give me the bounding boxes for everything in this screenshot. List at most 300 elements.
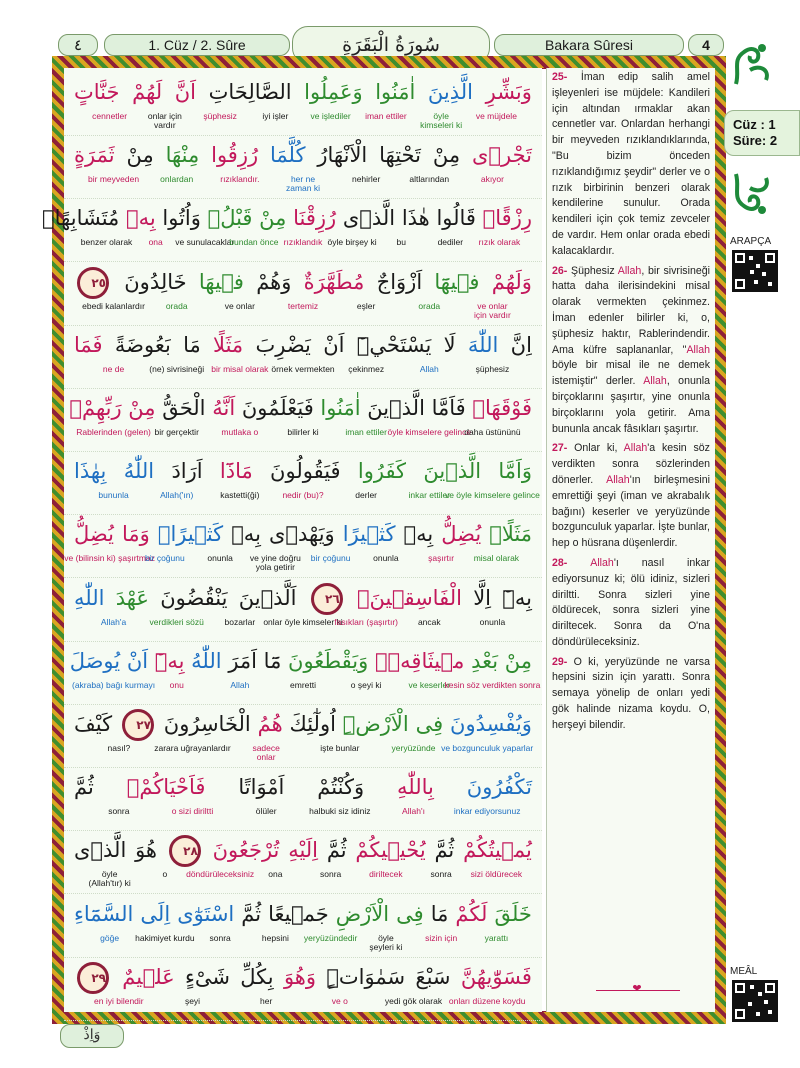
translation-verse-number: 26-: [552, 264, 572, 277]
arabic-word: اللّٰهُ: [123, 459, 155, 484]
word-gloss: (ne) sivrisineği: [149, 363, 205, 374]
word-gloss: öyle birşey ki: [327, 237, 377, 248]
cuz-sure-box: [104, 34, 290, 56]
translation-verse-number: 27-: [552, 442, 575, 455]
word-gloss: ve (bilinsin ki) şaşırtmaz: [64, 553, 155, 564]
word-gloss: bilirler ki: [287, 427, 319, 437]
word-gloss: öyle kimseleri ki: [420, 111, 463, 130]
translation-verse-number: 29-: [552, 655, 574, 668]
word-gloss: ve işlediler: [310, 111, 351, 121]
verse-number-medallion: ٢٦: [311, 583, 343, 615]
word-gloss: sonra: [430, 869, 452, 880]
arabic-word: شَیْءٍ: [185, 964, 230, 989]
arabic-word: مَثَلًاۢ: [489, 522, 532, 547]
word-gloss: her: [260, 995, 273, 1006]
verse-line: [64, 135, 542, 199]
word-gloss: halbuki siz idiniz: [309, 806, 371, 817]
word-gloss: altlarından: [409, 174, 450, 185]
arabic-word: فَيَقُولُونَ: [270, 459, 341, 484]
arabic-word: وَيَقْطَعُونَ: [288, 648, 369, 673]
meal-label: MEÂL: [730, 966, 758, 977]
word-gloss: ve müjdele: [475, 111, 517, 121]
page-number: 4: [702, 37, 710, 53]
word-gloss: orada: [418, 300, 441, 311]
arabic-word: جَمٖيعًا: [268, 901, 329, 926]
word-gloss: en iyi bilendir: [94, 995, 144, 1006]
word-gloss: derler: [355, 490, 378, 501]
arabic-text-line: [74, 771, 532, 803]
qr-code-meal-icon[interactable]: [732, 980, 778, 1022]
verse-line: [64, 578, 542, 642]
word-gloss: bununla: [98, 490, 129, 501]
arabic-word: تَجْرٖى: [471, 143, 532, 168]
word-gloss: Allah: [419, 363, 439, 374]
word-gloss: şüphesiz: [203, 111, 237, 121]
word-gloss: onu: [169, 679, 184, 690]
word-gloss: zarara uğrayanlardır: [154, 743, 231, 753]
arabic-text-line: [74, 139, 532, 171]
arabic-word: اُولٰٓئِكَ: [289, 712, 336, 736]
word-gloss: öyle şeyleri ki: [369, 932, 403, 952]
arabic-word: فِى: [396, 901, 424, 926]
arabic-word: يَضْرِبَ: [255, 332, 311, 357]
arabic-text-line: [69, 392, 532, 424]
arabic-text-line: [74, 329, 532, 361]
word-gloss: akıyor: [480, 174, 504, 185]
arabic-word: اَرَادَ: [171, 459, 203, 484]
arabic-word: كَثٖيرًا: [342, 522, 396, 547]
word-gloss: eşler: [356, 300, 376, 311]
arabic-text-line: [42, 202, 532, 234]
arabic-word: مُطَهَّرَةٌ: [303, 269, 365, 294]
word-gloss: cennetler: [92, 111, 128, 121]
arabic-word: اَنَّ: [174, 80, 197, 104]
arabic-word: بِهٖ: [125, 206, 156, 231]
arabic-word: مَٓا: [263, 648, 282, 673]
arabic-word: رُزِقْنَا: [293, 206, 337, 231]
arabic-word: اَلَّذٖينَ: [238, 585, 297, 610]
word-gloss: onlar için vardır: [147, 111, 182, 130]
arabic-word: اَمْوَاتًا: [238, 775, 285, 800]
verse-line: [64, 957, 542, 1021]
arabic-word: الْفَاسِقٖينَۙ: [356, 585, 462, 610]
arabic-word: كَيْفَ: [74, 712, 113, 736]
arabic-word: اللّٰهُ: [191, 648, 222, 673]
green-floral-ornament-icon: [730, 170, 774, 218]
word-gloss: ölüler: [255, 806, 277, 817]
arabic-word: ثُمَّ: [241, 901, 262, 926]
arabic-word: قَالُوا: [436, 206, 476, 231]
arabic-text-line: [74, 455, 532, 487]
sure-label: Süre: 2: [733, 133, 778, 148]
arabic-word: هُمُ: [257, 712, 283, 736]
word-gloss: kastetti(ği): [220, 490, 260, 501]
arabic-word: الَّذِينَ: [427, 80, 474, 104]
arabic-word: مُتَشَابِهًاۜ: [42, 206, 120, 231]
green-floral-ornament-icon: [730, 40, 774, 88]
verse-number-medallion: ٢٧: [122, 709, 154, 741]
translation-text: [552, 70, 710, 738]
word-gloss: yeryüzünde: [391, 743, 436, 753]
arabic-word: اَنَّهُ: [212, 396, 236, 420]
arabic-word: يُمٖيتُكُمْ: [463, 838, 532, 863]
word-gloss: onunla: [373, 553, 399, 564]
arabic-word: وَيُفْسِدُونَ: [450, 712, 532, 736]
word-gloss: ona: [148, 237, 163, 248]
word-gloss: rızıklandık: [283, 237, 323, 248]
word-gloss: ebedi kalanlardır: [82, 300, 145, 311]
word-gloss: mutlaka o: [221, 427, 259, 437]
arabic-word: الْاَرْضِ: [335, 901, 390, 926]
arabic-word: لَكُمْ: [455, 901, 488, 926]
arabic-word: مِنْ: [432, 143, 461, 168]
word-gloss: nehirler: [351, 174, 381, 185]
arabic-word: اِلَيْهِ: [288, 838, 319, 863]
verse-line: [64, 388, 542, 452]
verse-line: [42, 198, 542, 262]
arabic-word: الْاَنْهَارُ: [317, 143, 368, 168]
arabic-word: اٰمَنُوا: [375, 80, 416, 104]
arabic-word: يُضِلُّ: [74, 522, 114, 547]
cuz-label: Cüz : 1: [733, 117, 776, 132]
arabic-word: الْخَاسِرُونَ: [163, 712, 251, 736]
word-gloss: o şeyi ki: [350, 679, 382, 690]
arabic-word: قَبْلُۙ: [207, 206, 253, 231]
arabic-word: تَحْتِهَا: [379, 143, 421, 168]
translation-verse: 29- O ki, yeryüzünde ne varsa hepsini sizin için yarattı. Sonra semaya yönelip de onları yedi gök halinde nizama koydu. O, herşeyi bilendir.: [552, 655, 710, 731]
arabic-word: فَاَمَّا: [431, 396, 466, 420]
arabic-text-line: [74, 266, 532, 299]
arabic-word: فَوْقَهَاۜ: [472, 396, 532, 420]
arabic-word: مِنْ: [126, 143, 154, 168]
arabic-word: اَزْوَاجٌ: [376, 269, 423, 294]
arabic-word: وَاَمَّا: [498, 459, 532, 484]
page-arabic-number: ٤: [73, 36, 83, 54]
word-gloss: emretti: [290, 679, 316, 690]
arabic-word: الَّذٖى: [342, 206, 396, 231]
arabic-word: مِنْ: [259, 206, 287, 231]
arabic-word: بِهٖٓ: [502, 585, 532, 610]
word-gloss: onunla: [479, 616, 506, 627]
arabic-word: بِهٖٓ: [154, 648, 185, 673]
arabic-word: هٰذَا: [401, 206, 430, 231]
arabic-word: وَلَهُمْ: [491, 269, 532, 294]
page-number-box: [688, 34, 724, 56]
translation-verse-number: 28-: [552, 556, 591, 569]
arabic-word: الَّذٖينَ: [367, 396, 425, 420]
word-gloss: Allah('ın): [160, 490, 194, 501]
arabic-word: كُلَّمَا: [270, 143, 306, 168]
word-gloss: bir gerçektir: [154, 427, 199, 437]
arabic-word: اللّٰهَ: [467, 332, 499, 357]
translation-verse: 28- Allah'ı nasıl inkar ediyorsunuz ki; ölü idiniz, sizleri diriltti. Sonra sizleri yine öldürecek, sonra sizleri yine diriltecek. Sonra da O'na döndürüleceksiniz.: [552, 556, 710, 648]
word-gloss: sizi öldürecek: [470, 869, 523, 880]
heart-ornament-icon: ❤: [632, 982, 642, 995]
word-gloss: verdikleri sözü: [149, 616, 204, 627]
arabic-word: ثُمَّ: [434, 838, 455, 863]
word-gloss: işte bunlar: [320, 743, 360, 753]
word-gloss: şüphesiz: [475, 363, 510, 374]
arabic-word: اِلَى: [140, 901, 171, 926]
catchword: وَاِذْ: [83, 1027, 101, 1043]
arabic-word: كَثٖيرًاۜ: [157, 522, 224, 547]
arabic-word: بَعْدِ: [471, 648, 499, 673]
word-gloss: göğe: [100, 932, 120, 943]
verse-line: [64, 262, 542, 326]
word-gloss: inkar ettiler: [408, 490, 451, 501]
arabic-word: مِنْهَا: [165, 143, 200, 168]
arabic-word: عَلٖيمٌ: [122, 964, 175, 989]
word-gloss: rızık olarak: [478, 237, 521, 248]
word-gloss: nasıl?: [107, 743, 131, 753]
arabic-word: الصَّالِحَاتِ: [208, 80, 292, 104]
word-gloss: misal olarak: [473, 553, 520, 564]
translation-verse: 27- Onlar ki, Allah'a kesin söz verdikten sonra sözlerinden dönerler. Allah'ın birleşmesini emrettiği şeyi (iman ve akrabalık bağını) keserler ve yeryüzünde bozgunculuk yaparlar. İşte bunlar, hep o hüsrana düşenlerdir.: [552, 442, 710, 550]
word-gloss: ve sunulacaklar: [175, 237, 235, 248]
translation-verse: 26- Şüphesiz Allah, bir sivrisineği hatta daha ilerisindekini misal olarak vermekten çekinmez. İman edenler bilirler ki, o, şüphesiz haktır, Rablerindendir. Ama küfre saplananlar, "Allah böyle bir misal ile ne demek istemiştir" derler. Allah, onunla birçoklarını şaşırtır, yine onunla birçoklarını yola getirir. Ama bununla ancak fâsıkları şaşırtır.: [552, 264, 710, 435]
word-gloss: ve bozgunculuk yaparlar: [441, 743, 534, 753]
arabic-word: مَا: [430, 901, 449, 926]
word-gloss: onlardan: [160, 174, 194, 185]
word-gloss: sonra: [108, 806, 130, 817]
arabic-word: مَثَلًا: [213, 332, 244, 357]
word-gloss: sonra: [209, 932, 231, 943]
word-gloss: her ne zaman ki: [285, 174, 321, 194]
arabic-word: بِاللّٰهِ: [397, 775, 434, 800]
word-gloss: Rablerinden (gelen): [76, 427, 151, 437]
surah-name-box: [494, 34, 684, 56]
verse-line: [64, 514, 542, 578]
word-gloss: sizin için: [425, 932, 458, 943]
word-gloss: ve keserler: [408, 679, 451, 690]
surah-name-label: Bakara Sûresi: [545, 37, 633, 53]
word-gloss: bir çoğunu: [310, 553, 351, 564]
word-gloss: ancak: [417, 616, 441, 627]
word-gloss: o: [162, 869, 168, 880]
word-gloss: bir meyveden: [88, 174, 140, 185]
word-gloss: ona: [268, 869, 283, 880]
arabic-word: اللّٰهِ: [74, 585, 105, 610]
verse-line: [64, 72, 542, 136]
word-gloss: bir çoğunu: [145, 553, 185, 564]
arabic-word: ثُمَّ: [74, 775, 94, 800]
arabic-word: وَهُوَ: [283, 964, 317, 989]
word-gloss: iman ettiler: [365, 111, 407, 121]
word-gloss: ve yine doğru yola getirir: [249, 553, 301, 573]
word-gloss: ve o: [331, 995, 348, 1006]
arapca-label: ARAPÇA: [730, 236, 772, 247]
arabic-word: فٖيهَٓا: [434, 269, 480, 294]
arabic-word: مِنْ: [128, 396, 156, 420]
arabic-word: يَنْقُضُونَ: [160, 585, 228, 610]
arabic-word: الَّذٖى: [74, 838, 127, 863]
arabic-word: جَنَّاتٍ: [74, 80, 120, 104]
arabic-word: هُوَ: [135, 838, 158, 863]
word-gloss: daha üstününü: [464, 427, 521, 437]
page-arabic-number-box: [58, 34, 98, 56]
arabic-word: وَبَشِّرِ: [485, 80, 532, 104]
arabic-text-line: [74, 708, 532, 741]
word-gloss: onlar öyle kimseler ki: [263, 616, 343, 627]
word-gloss: Allah'a: [100, 616, 127, 627]
arabic-word: مَاذَٓا: [219, 459, 253, 484]
arabic-word: فٖيهَا: [198, 269, 244, 294]
word-gloss: dediler: [437, 237, 464, 248]
arabic-word: وَهُمْ: [256, 269, 292, 294]
arabic-text-line: [74, 518, 532, 550]
word-gloss: şeyi: [184, 995, 201, 1006]
cuz-sure-tab: [724, 110, 800, 156]
word-gloss: sadece onlar: [252, 743, 280, 762]
arabic-word: مِنْ: [504, 648, 532, 673]
word-gloss: orada: [165, 300, 188, 311]
arabic-word: وَاُتُوا: [162, 206, 201, 231]
translation-verse: 25- İman edip salih amel işleyenleri ise müjdele: Kandileri için altından ırmaklar akan cennetler var. Onlardan herhangi bir meyveden rızıklandıklarında, "Bu bizim önceden rızıklandığımız şeydir" derler ve o rızık birbirinin benzeri olarak kendilerine sunulur. Orada kendileri için çok temiz zevceler de vardır. Hem onlar orada ebedi kalacaklardır.: [552, 71, 710, 257]
word-gloss: yarattı: [484, 932, 509, 943]
word-gloss: iman ettiler: [345, 427, 387, 437]
translation-verse-number: 25-: [552, 71, 581, 83]
word-gloss: kesin söz verdikten sonra: [444, 679, 541, 690]
verse-line: [64, 894, 542, 958]
arabic-word: بِهٖ: [231, 522, 261, 547]
qr-code-arapca-icon[interactable]: [732, 250, 778, 292]
arabic-word: اِنَّ: [510, 332, 532, 357]
cuz-sure-label: 1. Cüz / 2. Sûre: [148, 37, 246, 53]
arabic-text-line: [74, 582, 532, 615]
arabic-word: اسْتَوٰٓى: [177, 901, 235, 926]
arabic-word: مَا: [183, 332, 201, 357]
word-gloss: ve onlar için vardır: [474, 300, 511, 320]
verse-line: [64, 325, 542, 389]
arabic-word: وَكُنْتُمْ: [317, 775, 365, 800]
arabic-word: بِكُلِّ: [240, 964, 274, 989]
arabic-word: سَبْعَ: [415, 964, 451, 989]
arabic-word: اِلَّا: [473, 585, 491, 610]
arabic-word: كَفَرُوا: [357, 459, 407, 484]
word-gloss: örnek vermekten: [271, 363, 335, 374]
word-gloss: iyi işler: [262, 111, 289, 121]
word-gloss: sonra: [319, 869, 342, 880]
arabic-word: يُحْيٖيكُمْ: [355, 838, 426, 863]
arabic-word: بَعُوضَةً: [114, 332, 171, 357]
arabic-word: مٖيثَاقِهٖۖ: [374, 648, 465, 673]
word-gloss: hepsini: [261, 932, 289, 943]
word-gloss: bir misal olarak: [211, 363, 269, 374]
word-gloss: onunla: [207, 553, 233, 564]
arabic-word: وَمَا: [122, 522, 150, 547]
arabic-word: عَهْدَ: [115, 585, 149, 610]
arabic-text-line: [74, 76, 532, 108]
arabic-text-line: [74, 834, 532, 867]
arabic-word: لَا: [443, 332, 456, 357]
arabic-word: رُزِقُوا: [211, 143, 259, 168]
word-gloss: o sizi diriltti: [171, 806, 214, 817]
arabic-word: خَلَقَ: [494, 901, 532, 926]
word-gloss: rızıklandır.: [220, 174, 260, 185]
verse-number-medallion: ٢٥: [77, 267, 109, 299]
arabic-word: يُوصَلَ: [69, 648, 121, 673]
arabic-word: خَالِدُونَ: [124, 269, 187, 294]
arabic-word: اَنْ: [126, 648, 149, 673]
arabic-word: فِى: [415, 712, 444, 736]
arabic-word: فَمَا: [74, 332, 103, 357]
word-gloss: onları düzene koydu: [448, 995, 526, 1006]
word-gloss: bu: [396, 237, 406, 248]
word-gloss: Allah: [230, 679, 250, 690]
word-gloss: çekinmez: [348, 363, 385, 374]
arabic-word: يُضِلُّ: [441, 522, 482, 547]
word-gloss: ne de: [102, 363, 125, 374]
arabic-word: وَعَمِلُوا: [304, 80, 363, 104]
verse-line: [64, 767, 542, 831]
word-gloss: öyle kimselere gelince: [387, 427, 472, 437]
verse-line: [64, 641, 542, 705]
verse-line: [64, 451, 542, 515]
arabic-word: ثَمَرَةٍ: [74, 143, 115, 168]
arabic-word: رِزْقًاۙ: [482, 206, 532, 231]
word-gloss: benzer olarak: [80, 237, 133, 248]
arabic-word: الْاَرْضِۜ: [342, 712, 409, 736]
catchword-box: [60, 1024, 124, 1048]
word-gloss: ve onlar: [224, 300, 255, 311]
word-gloss: Allah'ı: [402, 806, 425, 817]
arabic-word: ثُمَّ: [326, 838, 347, 863]
verse-line: [64, 830, 542, 894]
arabic-word: تُرْجَعُونَ: [212, 838, 280, 863]
arabic-word: الْحَقُّ: [162, 396, 206, 420]
arabic-word: فَسَوّٰيهُنَّ: [460, 964, 532, 989]
word-gloss: (akraba) bağı kurmayı: [71, 679, 156, 690]
arabic-word: اَنْ: [323, 332, 345, 357]
word-gloss: şaşırtır: [428, 553, 455, 564]
arabic-word: اَمَرَ: [228, 648, 257, 673]
word-gloss: nedir (bu)?: [282, 490, 324, 501]
verse-number-medallion: ٢٩: [77, 962, 109, 994]
verse-line: [64, 704, 542, 768]
arabic-word: لَهُمْ: [132, 80, 163, 104]
arabic-word: السَّمَٓاءِ: [74, 901, 134, 926]
arabic-text-line: [74, 898, 532, 930]
word-gloss: yeryüzündedir: [303, 932, 358, 943]
arabic-word: بِهٖ: [403, 522, 434, 547]
arabic-word: بِهٰذَا: [74, 459, 107, 484]
arabic-word: يَسْتَحْيٖٓ: [356, 332, 432, 357]
arabic-word: سَمٰوَاتٍۜ: [326, 964, 406, 989]
word-gloss: öyle (Allah'tır) ki: [88, 869, 131, 889]
arabic-word: اٰمَنُوا: [320, 396, 361, 420]
arabic-word: تَكْفُرُونَ: [466, 775, 532, 800]
arabic-word: فَيَعْلَمُونَ: [241, 396, 314, 420]
arabic-text-line: [69, 645, 532, 677]
word-gloss: inkar ediyorsunuz: [453, 806, 521, 817]
word-gloss: yedi gök olarak: [384, 995, 443, 1006]
word-gloss: hakimiyet kurdu: [135, 932, 195, 943]
word-gloss: bozarlar: [224, 616, 256, 627]
word-gloss: bundan önce: [229, 237, 279, 248]
arabic-word: رَبِّهِمْۚ: [69, 396, 122, 420]
word-gloss: fasıkları (şaşırtır): [334, 616, 399, 627]
word-gloss: döndürüleceksiniz: [186, 869, 255, 880]
word-gloss: ve öyle kimselere gelince: [444, 490, 540, 501]
arabic-word: فَاَحْيَاكُمْۚ: [126, 775, 206, 800]
word-gloss: diriltecek: [369, 869, 403, 880]
arabic-text-line: [74, 961, 532, 994]
arabic-word: الَّذٖينَ: [423, 459, 482, 484]
verse-number-medallion: ٢٨: [169, 835, 201, 867]
word-gloss: tertemiz: [287, 300, 319, 311]
surah-title-arabic: سُورَةُ الْبَقَرَةِ: [342, 34, 440, 56]
arabic-word: وَيَهْدٖى: [268, 522, 335, 547]
